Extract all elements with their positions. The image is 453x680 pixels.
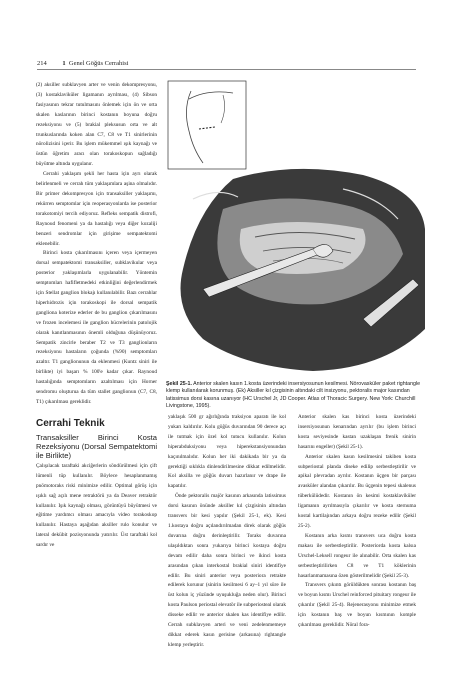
paragraph: yaklaşık 500 gr ağırlığında traksiyon aparatı ile kol yukarı kaldırılır. Kolu göğüs duvarından 90 derece açı ile tutmak için özel kol tutucu kullanılır. Kolun hiperabduksiyonu veya hiperekstansiyonundan kaçınılmalıdır. Kolun her iki dakikada bir ya da gerektiği sıklıkla dinlendirilmesine dikkat edilmelidir. Kol aksilla ve göğüs duvarı hazırlanır ve drape ile kapatılır. [168, 414, 286, 490]
illustration-drawing [163, 79, 425, 377]
inset-box [168, 81, 246, 169]
section-heading: Cerrahi Teknik [36, 417, 105, 429]
section-number: 1 [62, 60, 66, 67]
book-title: Genel Göğüs Cerrahisi [68, 60, 129, 67]
rib-and-muscle [240, 222, 366, 274]
paragraph: Kostanın arka kısmı transvers uca doğru kosta makası ile serbestleştirilir. Posteriorda kosta kalsıa Urschel-Leksell rongeur ile alınabilir. Orta skalen kas serbestleştirilirken C8 ve T1 köklerinin hasarlanmamasına özen gösterilmelidir (Şekil 25-3). [298, 532, 416, 579]
header-rule [37, 69, 416, 70]
paragraph: (2) aksiller subklavyen arter ve venin dekompresyonu, (3) kostaklaviküler ligamanın ayrılması, (4) Sibson fasiyasının tekrar tutulmasını önlemek için ön ve orta skalen kaslarının birinci kostanın boyuna doğru rezeksiyonu ve (5) brakial pleksusun orta ve alt trunkuslarında koken alan C7, C8 ve T1 sinirlerinin nörolizisini içerir. Bu işlem mükemmel ışık kaynağı ve üstün öğretim aracı olan torakoskopun sağladığı büyütme altında uygulanır. [36, 82, 157, 168]
paragraph: Birinci kosta çıkarılmasını içeren veya içermeyen dorsal sempatektomi transaksiller, subklavikular veya posterior yaklaşımlarla uygulanabilir. Yöntemin semptomları hafifletmedeki etkinliğini değerlendirmek için Stellat ganglion blokajı kullanılabilir. Bazı cerrahlar hiperhidrozis için torakoskopi ile dorsal sempatik gangliona koterize ederler de bu ganglion çıkarılmasını ve frozen incelemesi ile ganglion hücrelerinin patolojik olarak kanıtlanmasının önemli olduğuna düşünüyoruz. Sempatik zincirle beraber T2 ve T3 ganglionların rezeksiyonu hastaların çoğunda (%90) semptomları azaltır. T1 ganglionunun da eklenmesi (Kuntz siniri ile birlikte) iyi başarı % 100'e kadar çıkar. Raynoud hastalığında semptomların azaltılması için Horner sendromu oluşturua da tüm stallet ganglionun (C7, C8, T1) çıkarılması gereklidir. [36, 250, 157, 405]
paragraph: Önde pektoralis majör kasının arkasında latissimus dorsi kasının önünde aksiller kıl çizgisinin altından transvers bir kesi yapılır (Şekil 25-1, ek). Kesi 1.kostaya doğru açılandırılmadan direk olarak göğüs duvarına doğru derinleştirilir. Toraks duvarına ulaşıldıktan sonra yukarıya birinci kostaya doğru devam edilir daha sonra birinci ve ikinci kosta arasından çıkan interkostal brakial siniri identifiye edilir. Bu siniri anterior veya posteriora retrakte edilerek korunur (sinirin kesilmesi 6 ay–1 yıl süre ile üst kolun iç yüzünde uyuşukluğa neden olur). Birinci kosta Paulson periostal elevatör ile subperiosteal olarak disseke edilir ve anterior skalen kas identifiye edilir. Cerrah subklavyen arteri ve veni zedelenmemeye dikkat ederek kasın gerisine (arkasına) rightangle klemp yerleştirir. [168, 493, 286, 648]
paragraph: Cerrahi yaklaşım şekli her hasta için ayrı olarak belirlenmeli ve cerrah tüm yaklaşımlara aşina olmalıdır. Bir primer dekompresyon için transaksiller yaklaşımı, rekürren semptomlar için reoperasyonlarda ise posterior torakotomiyi tercih ediyoruz. Refleks sempatik distrofi, Raynoud fenomeni ya da hastalığı veya diğer kozaliji benzeri sendromlar için girişime sempatektomi eklenebilir. [36, 171, 157, 247]
text-column-right [298, 413, 416, 631]
figure-label: Şekil 25-1. [166, 381, 192, 387]
paragraph: Anterior skalen kas birinci kosta üzerindeki insersiyosunun kenarından ayrılır (bu işlem birinci kosta seviyesinde kastan uzaklaşan frenik sinirin hasarını engeller) (Şekil 25-1). [298, 414, 416, 450]
paragraph: Çalışılacak taraftaki akciğerlerin söndürülmesi için çift lümenli tüp kullanılır. Böylece hesaplanmamış pnömotoraks riski minimize edilir. Optimal görüş için ışıklı sağ açılı mene retraktörü ya da Deaver retraktör kullanılır. Işık kaynağı olması, görüntüyü büyütmesi ve eğitime yardımcı olması amacıyla video torakoskop kullanılır. Hastaya aşağıdan aksiller rulo konulur ve lateral dekübit pozisyonunda yatırılır. Üst taraftaki kol sardır ve [36, 462, 157, 549]
page-number: 214 [37, 60, 47, 67]
text-column-middle [168, 413, 286, 651]
paragraph: Anterior skalen kasın kesilmesini takiben kosta subperiostal planda diseke edilip serbestleştirilir ve apikal plevradan ayrılır. Kostanın üçgen bir parçası avasküler alandan çıkarılır. Bu üçgenin tepesi skalenus tüberkülüdedir. Kostanın ön kesimi kostaklaviküler ligamanın ayrılmasıyla çıkarılır ve kosta sternuma kostal kartilajından arkaya doğru rezeke edilir (Şekil 25-2). [298, 453, 416, 529]
figure-caption-text: Anterior skalen kasın 1.kosta üzerindeki insersiyosunun kesilmesi. Nörovasküler paket rightangle klemp kullanılarak korunmuş. (Ek) Aksiller kıl çizgisinin altındaki cilt insizyonu, pektoralis major kasından latissimus dorsi kasına uzanıyor (HC Urschel Jr, JD Cooper. Atlas of Thoracic Surgery. New York: Churchill Livingstone, 1995). [166, 381, 421, 409]
surgical-illustration [163, 79, 425, 377]
paragraph: Transvers çıkıntı görüldükten sonrası kostanın baş ve boyun kısmı Urschel reinforced pituitary rongeur ile çıkarılır (Şekil 25-4). Rejenerasyonu minimize etmek için kostanın baş ve boyun kısmının komple çıkarılması gereklidir. Nöral fora- [298, 582, 416, 629]
subsection-heading: Transaksiller Birinci Kosta Rezeksiyonu (Dorsal Sempatektomi ile Birlikte) [36, 432, 157, 460]
text-column-left [36, 81, 157, 551]
running-header [37, 60, 128, 67]
figure-caption [166, 381, 421, 410]
